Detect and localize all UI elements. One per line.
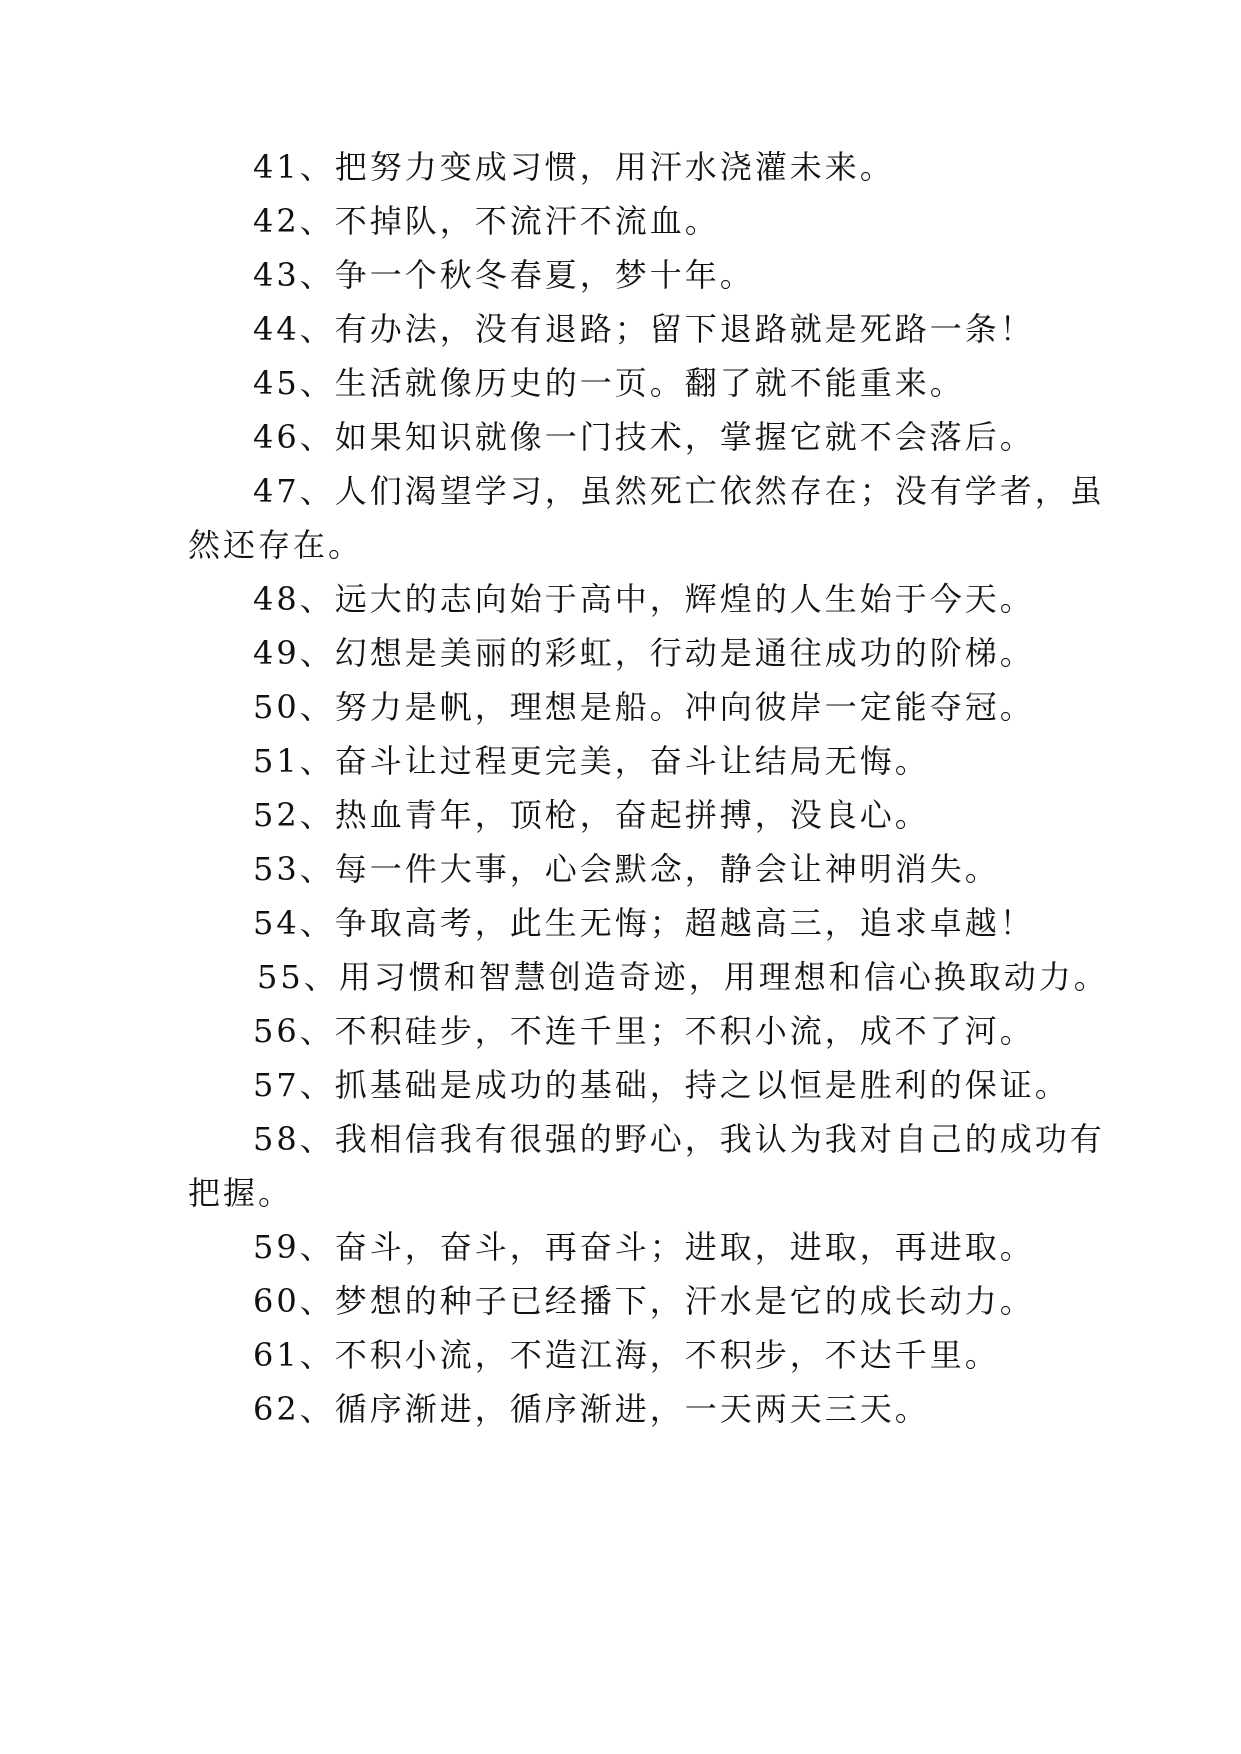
quote-line-continuation: 然还存在。 bbox=[188, 526, 364, 564]
quote-line: 41、把努力变成习惯，用汗水浇灌未来。 bbox=[253, 148, 895, 186]
quote-line: 54、争取高考，此生无悔；超越高三，追求卓越！ bbox=[253, 904, 1035, 942]
quote-line: 61、不积小流，不造江海，不积步，不达千里。 bbox=[253, 1336, 1000, 1374]
quote-line: 58、我相信我有很强的野心，我认为我对自己的成功有 bbox=[253, 1120, 1105, 1158]
quote-line: 51、奋斗让过程更完美，奋斗让结局无悔。 bbox=[253, 742, 930, 780]
quote-line: 46、如果知识就像一门技术，掌握它就不会落后。 bbox=[253, 418, 1035, 456]
quote-line: 49、幻想是美丽的彩虹，行动是通往成功的阶梯。 bbox=[253, 634, 1035, 672]
quote-line: 44、有办法，没有退路；留下退路就是死路一条！ bbox=[253, 310, 1035, 348]
quote-line: 53、每一件大事，心会默念，静会让神明消失。 bbox=[253, 850, 1000, 888]
quote-line: 47、人们渴望学习，虽然死亡依然存在；没有学者，虽 bbox=[253, 472, 1105, 510]
quote-line: 48、远大的志向始于高中，辉煌的人生始于今天。 bbox=[253, 580, 1035, 618]
quote-line: 45、生活就像历史的一页。翻了就不能重来。 bbox=[253, 364, 965, 402]
quote-line: 50、努力是帆，理想是船。冲向彼岸一定能夺冠。 bbox=[253, 688, 1035, 726]
quote-line: 60、梦想的种子已经播下，汗水是它的成长动力。 bbox=[253, 1282, 1035, 1320]
quote-line: 62、循序渐进，循序渐进，一天两天三天。 bbox=[253, 1390, 930, 1428]
quote-line: 56、不积硅步，不连千里；不积小流，成不了河。 bbox=[253, 1012, 1035, 1050]
quote-line-continuation: 把握。 bbox=[188, 1174, 294, 1212]
quote-line: 43、争一个秋冬春夏，梦十年。 bbox=[253, 256, 755, 294]
quote-line: 52、热血青年，顶枪，奋起拼搏，没良心。 bbox=[253, 796, 930, 834]
quote-line: 42、不掉队，不流汗不流血。 bbox=[253, 202, 720, 240]
quote-line: 59、奋斗，奋斗，再奋斗；进取，进取，再进取。 bbox=[253, 1228, 1035, 1266]
quote-line: 55、用习惯和智慧创造奇迹，用理想和信心换取动力。 bbox=[257, 958, 1109, 996]
quote-line: 57、抓基础是成功的基础，持之以恒是胜利的保证。 bbox=[253, 1066, 1070, 1104]
